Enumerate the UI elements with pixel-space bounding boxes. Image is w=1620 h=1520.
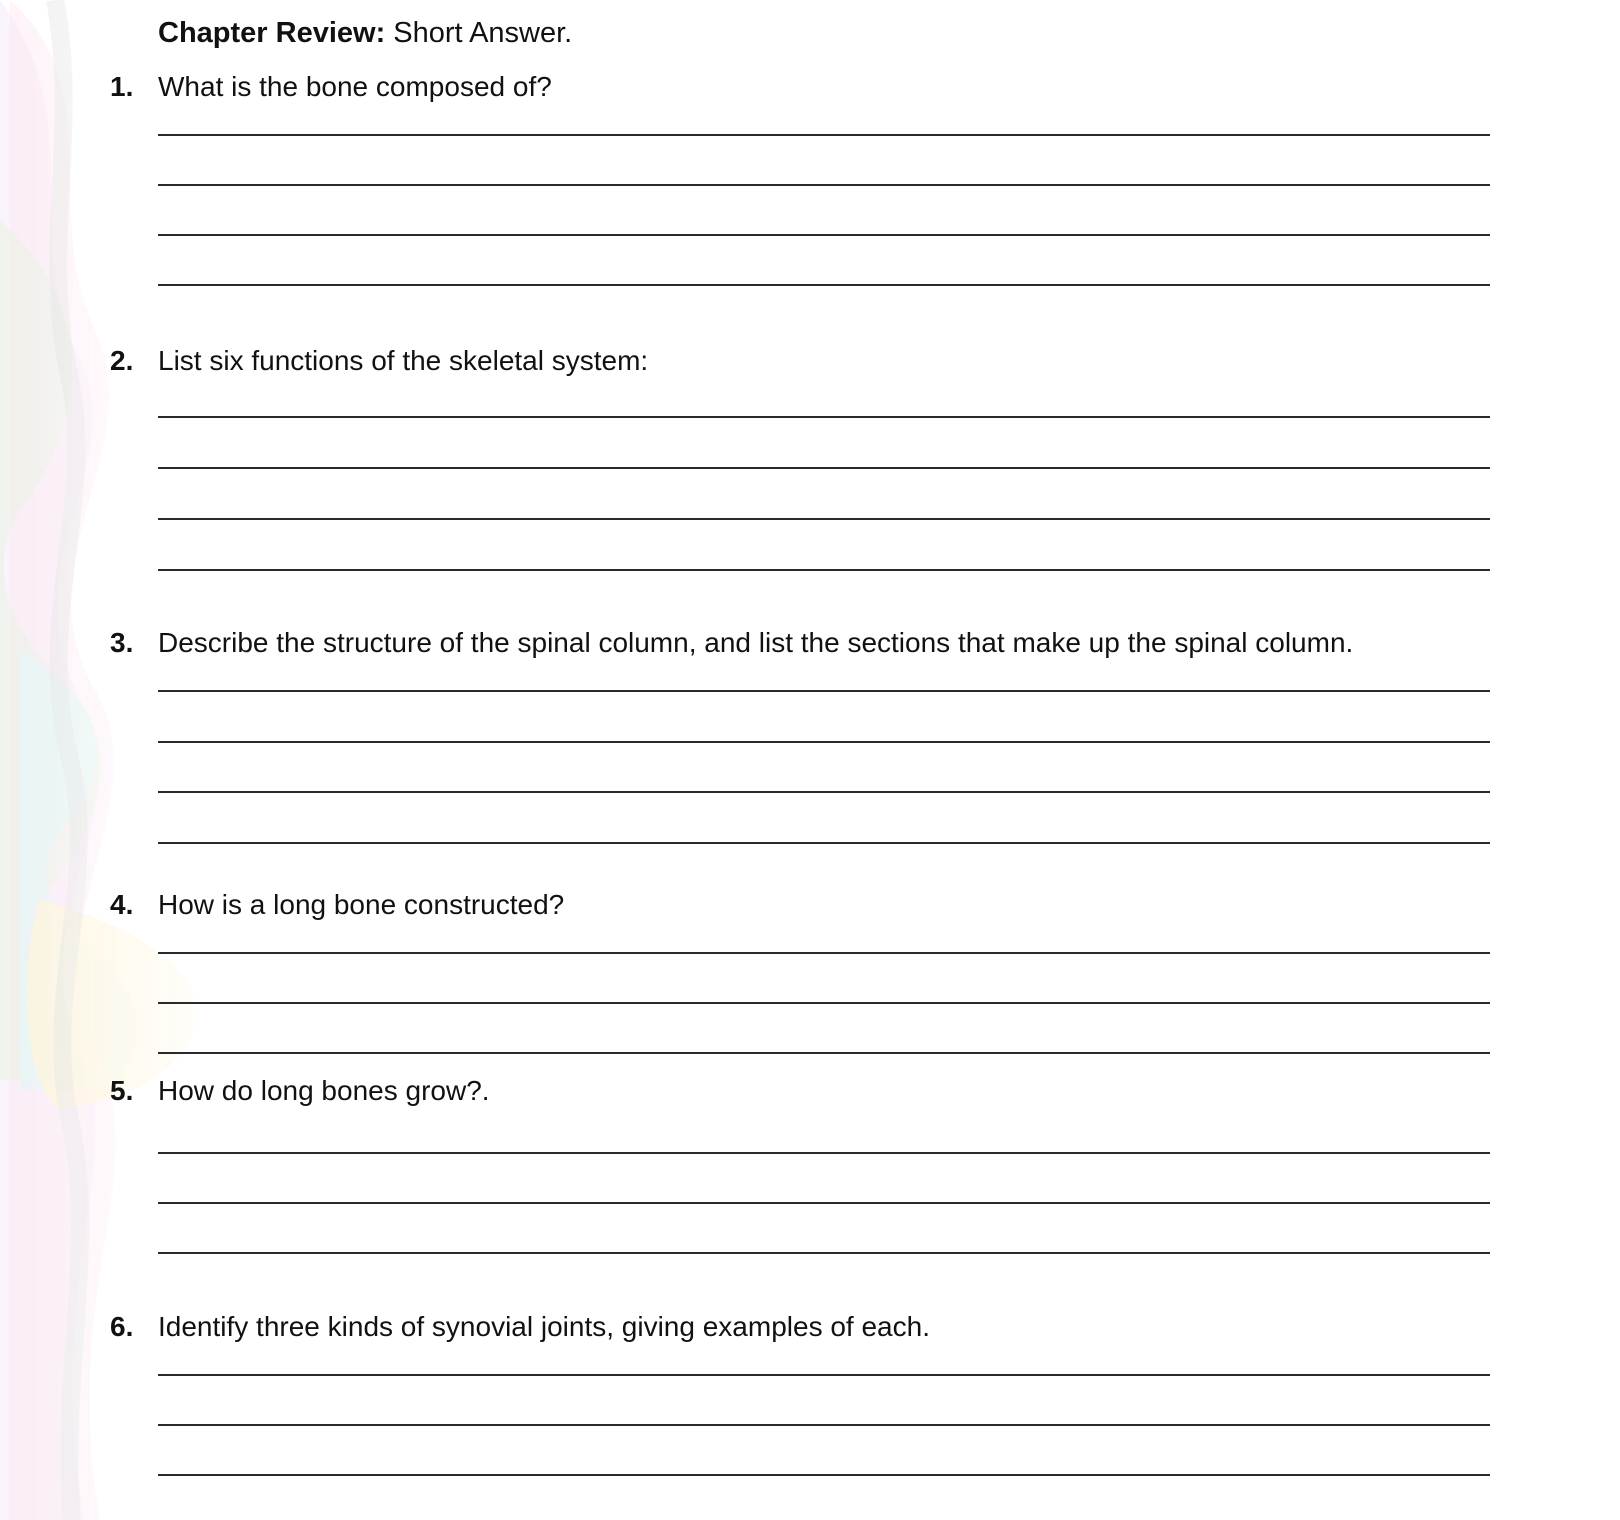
question-1-text: What is the bone composed of? <box>158 71 552 102</box>
question-4-prompt <box>110 888 564 922</box>
question-1-answer-line-3[interactable] <box>158 234 1490 236</box>
title-subtitle: Short Answer. <box>393 17 573 49</box>
question-5-text: How do long bones grow?. <box>158 1075 490 1106</box>
question-2-number: 2. <box>110 345 134 376</box>
question-6-answer-line-1[interactable] <box>158 1374 1490 1376</box>
question-5-answer-line-3[interactable] <box>158 1252 1490 1254</box>
question-1-answer-line-4[interactable] <box>158 284 1490 286</box>
question-6-answer-line-3[interactable] <box>158 1474 1490 1476</box>
question-2-answer-line-4[interactable] <box>158 569 1490 571</box>
question-2-text: List six functions of the skeletal system: <box>158 345 649 376</box>
question-3-prompt <box>110 626 1353 660</box>
question-3-answer-line-3[interactable] <box>158 791 1490 793</box>
question-5-number: 5. <box>110 1075 134 1106</box>
question-3-answer-line-4[interactable] <box>158 842 1490 844</box>
question-3-answer-line-2[interactable] <box>158 741 1490 743</box>
question-5-prompt <box>110 1074 490 1108</box>
question-4-number: 4. <box>110 889 134 920</box>
title-bold-label: Chapter Review: <box>158 17 386 49</box>
question-4-answer-line-1[interactable] <box>158 952 1490 954</box>
question-6-answer-line-2[interactable] <box>158 1424 1490 1426</box>
question-6-number: 6. <box>110 1311 134 1342</box>
question-1-answer-line-2[interactable] <box>158 184 1490 186</box>
question-4-answer-line-2[interactable] <box>158 1002 1490 1004</box>
question-4-text: How is a long bone constructed? <box>158 889 565 920</box>
question-2-answer-line-1[interactable] <box>158 416 1490 418</box>
question-1-prompt <box>110 70 552 104</box>
question-2-answer-line-3[interactable] <box>158 518 1490 520</box>
question-5-answer-line-2[interactable] <box>158 1202 1490 1204</box>
question-3-number: 3. <box>110 627 134 658</box>
question-2-prompt <box>110 344 648 378</box>
question-3-text: Describe the structure of the spinal column, and list the sections that make up the spinal column. <box>158 627 1354 658</box>
question-6-prompt <box>110 1310 930 1344</box>
question-4-answer-line-3[interactable] <box>158 1052 1490 1054</box>
question-3-answer-line-1[interactable] <box>158 690 1490 692</box>
question-6-text: Identify three kinds of synovial joints, giving examples of each. <box>158 1311 930 1342</box>
question-1-answer-line-1[interactable] <box>158 134 1490 136</box>
question-5-answer-line-1[interactable] <box>158 1152 1490 1154</box>
chapter-review-title <box>158 16 572 50</box>
question-2-answer-line-2[interactable] <box>158 467 1490 469</box>
question-1-number: 1. <box>110 71 134 102</box>
